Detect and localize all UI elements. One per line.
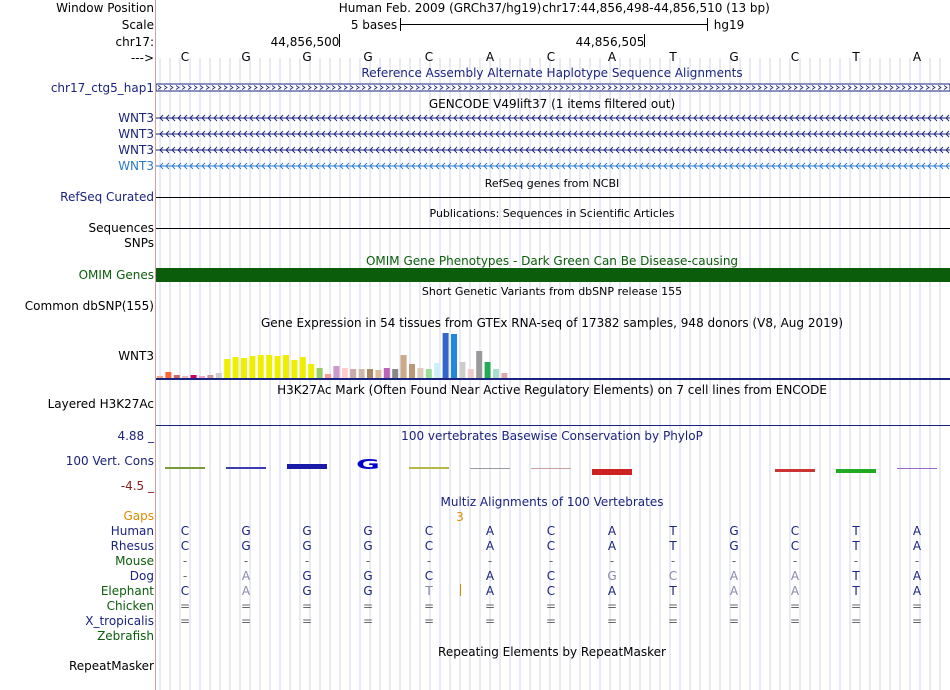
gaps-count: 3: [456, 510, 464, 524]
gtex-tissue-bar: [476, 351, 482, 378]
alignment-base: =: [423, 614, 435, 628]
alignment-base: G: [302, 524, 312, 538]
alignment-base: T: [852, 569, 860, 583]
multiz-track-title: Multiz Alignments of 100 Vertebrates: [440, 495, 664, 509]
alignment-base: C: [424, 569, 434, 583]
alignment-base: A: [912, 539, 922, 553]
h3k27ac-label[interactable]: Layered H3K27Ac: [47, 397, 154, 411]
alignment-base: =: [179, 599, 191, 613]
h3k27ac-baseline: [156, 425, 950, 426]
alignment-base: =: [240, 614, 252, 628]
snps-label[interactable]: SNPs: [124, 236, 154, 250]
alignment-base: -: [731, 554, 737, 568]
alignment-base: A: [729, 584, 739, 598]
alignment-species-label[interactable]: Elephant: [100, 584, 154, 598]
alignment-base: T: [425, 584, 433, 598]
alignment-base: =: [301, 599, 313, 613]
alignment-base: -: [670, 554, 676, 568]
alignment-base: T: [669, 584, 677, 598]
gencode-track-title: GENCODE V49lift37 (1 items filtered out): [428, 97, 676, 111]
alignment-base: C: [546, 524, 556, 538]
gtex-tissue-bar: [308, 364, 314, 378]
gencode-transcript-3-label[interactable]: WNT3: [118, 143, 154, 157]
position-readout[interactable]: chr17:44,856,498-44,856,510 (13 bp): [542, 1, 770, 15]
alignment-base: A: [485, 569, 495, 583]
alignment-base: -: [609, 554, 615, 568]
cons-max-label: 4.88 _: [117, 429, 154, 443]
cons-min-label: -4.5 _: [120, 479, 154, 493]
alignment-base: -: [243, 554, 249, 568]
alignment-base: =: [545, 614, 557, 628]
alignment-base: =: [667, 599, 679, 613]
gtex-tissue-bar: [233, 357, 239, 378]
reference-base: G: [302, 50, 312, 64]
gtex-tissue-bar: [384, 368, 390, 378]
refseq-intron-line[interactable]: [156, 197, 950, 198]
phylop-logo-mark: [836, 469, 876, 473]
phylop-logo-mark: [775, 469, 815, 472]
scale-bar-left-tick: [400, 18, 401, 31]
alignment-species-label[interactable]: Human: [110, 524, 154, 538]
alignment-base: G: [607, 569, 617, 583]
alignment-base: G: [241, 524, 251, 538]
alignment-base: G: [302, 584, 312, 598]
gtex-tissue-bar: [283, 355, 289, 378]
alignment-base: -: [182, 554, 188, 568]
alt-hap-track-title: Reference Assembly Alternate Haplotype Sequence Alignments: [361, 66, 743, 80]
gtex-tissue-bar: [275, 356, 281, 378]
omim-gene-feature[interactable]: [156, 268, 950, 282]
phylop-track-title: 100 vertebrates Basewise Conservation by PhyloP: [401, 429, 703, 443]
reference-base: G: [363, 50, 373, 64]
phylop-logo-letter: G: [356, 456, 380, 473]
alignment-base: =: [667, 614, 679, 628]
alignment-base: G: [363, 524, 373, 538]
reference-base: C: [546, 50, 556, 64]
strand-arrow-label: --->: [130, 51, 154, 65]
publications-line[interactable]: [156, 228, 950, 229]
scale-bar-right-tick: [707, 18, 708, 31]
alignment-base: A: [241, 569, 251, 583]
alignment-species-label[interactable]: Dog: [129, 569, 154, 583]
scale-label: Scale: [121, 18, 154, 32]
alignment-base: G: [302, 539, 312, 553]
alt-hap-feature[interactable]: [156, 83, 950, 93]
scale-bar: [400, 24, 707, 25]
gtex-tissue-bar: [417, 368, 423, 378]
reference-base: T: [669, 50, 677, 64]
alignment-base: A: [912, 569, 922, 583]
alignment-base: =: [911, 599, 923, 613]
alignment-base: =: [240, 599, 252, 613]
cons-label[interactable]: 100 Vert. Cons: [65, 454, 154, 468]
alignment-base: A: [729, 569, 739, 583]
ruler-tick-44856500: 44,856,500: [270, 35, 340, 49]
chevron-left-icon: [156, 147, 950, 153]
gtex-expression-bars[interactable]: [156, 330, 556, 378]
alignment-base: -: [853, 554, 859, 568]
alignment-base: A: [790, 584, 800, 598]
phylop-logo-mark: [592, 469, 632, 475]
gtex-tissue-bar: [359, 369, 365, 378]
alt-hap-label[interactable]: chr17_ctg5_hap1: [50, 81, 154, 95]
gtex-tissue-bar: [443, 333, 449, 378]
assembly-title: Human Feb. 2009 (GRCh37/hg19): [338, 1, 542, 15]
gtex-tissue-bar: [258, 355, 264, 378]
phylop-logo-mark: [897, 468, 937, 469]
alignment-base: =: [911, 614, 923, 628]
alignment-base: A: [607, 584, 617, 598]
alignment-base: -: [792, 554, 798, 568]
alignment-species-label[interactable]: Zebrafish: [97, 629, 154, 643]
alignment-base: G: [729, 524, 739, 538]
gtex-tissue-bar: [241, 358, 247, 378]
phylop-logo-mark: [470, 468, 510, 469]
alignment-base: -: [914, 554, 920, 568]
reference-base: C: [790, 50, 800, 64]
alignment-base: -: [182, 569, 188, 583]
alignment-base: C: [546, 584, 556, 598]
alignment-base: C: [790, 539, 800, 553]
gtex-tissue-bar: [249, 356, 255, 378]
gencode-transcript-2-label[interactable]: WNT3: [118, 127, 154, 141]
gtex-tissue-bar: [434, 363, 440, 378]
ruler-tick-mark-505: [644, 34, 645, 47]
reference-base: C: [180, 50, 190, 64]
gtex-tissue-bar: [291, 360, 297, 378]
chevron-left-icon: [156, 163, 950, 169]
alignment-base: G: [363, 569, 373, 583]
alignment-base: =: [545, 599, 557, 613]
alignment-base: =: [728, 614, 740, 628]
gtex-tissue-bar: [451, 334, 457, 378]
alignment-gap-marker: [460, 584, 461, 596]
alignment-base: =: [850, 599, 862, 613]
alignment-base: C: [790, 524, 800, 538]
alignment-base: G: [302, 569, 312, 583]
alignment-base: G: [363, 539, 373, 553]
gtex-tissue-bar: [401, 355, 407, 378]
gaps-label: Gaps: [123, 509, 154, 523]
alignment-base: A: [485, 584, 495, 598]
alignment-base: A: [607, 524, 617, 538]
alignment-base: C: [424, 539, 434, 553]
omim-track-title: OMIM Gene Phenotypes - Dark Green Can Be Disease-causing: [365, 254, 739, 268]
alignment-base: =: [728, 599, 740, 613]
dbsnp-label[interactable]: Common dbSNP(155): [24, 299, 154, 313]
alignment-base: =: [606, 599, 618, 613]
alignment-base: A: [607, 539, 617, 553]
alignment-base: T: [669, 524, 677, 538]
phylop-logo-mark: [409, 467, 449, 469]
gencode-transcript-1-label[interactable]: WNT3: [118, 111, 154, 125]
refseq-label[interactable]: RefSeq Curated: [60, 190, 154, 204]
alignment-base: A: [485, 539, 495, 553]
alignment-species-label[interactable]: Chicken: [106, 599, 154, 613]
alignment-base: C: [180, 524, 190, 538]
alignment-base: T: [852, 524, 860, 538]
alignment-base: C: [546, 569, 556, 583]
alignment-base: G: [241, 539, 251, 553]
alignment-base: =: [423, 599, 435, 613]
alignment-base: A: [790, 569, 800, 583]
alignment-base: =: [362, 614, 374, 628]
gencode-transcript-4-label[interactable]: WNT3: [118, 159, 154, 173]
repeatmasker-track-title: Repeating Elements by RepeatMasker: [438, 645, 666, 659]
gencode-transcripts[interactable]: [156, 111, 950, 175]
phylop-logo-mark: [531, 468, 571, 469]
alignment-base: G: [363, 584, 373, 598]
reference-base: A: [607, 50, 617, 64]
gtex-tissue-bar: [266, 355, 272, 378]
alignment-base: =: [606, 614, 618, 628]
alignment-base: =: [789, 599, 801, 613]
reference-base: G: [729, 50, 739, 64]
ruler-tick-44856505: 44,856,505: [575, 35, 645, 49]
reference-base: A: [485, 50, 495, 64]
gtex-tissue-bar: [375, 370, 381, 378]
alignment-base: -: [304, 554, 310, 568]
gtex-track-title: Gene Expression in 54 tissues from GTEx RNA-seq of 17382 samples, 948 donors (V8, Aug 2019): [260, 316, 844, 330]
gtex-tissue-bar: [459, 362, 465, 378]
chevron-left-icon: [156, 131, 950, 137]
scale-bar-label: 5 bases: [350, 18, 398, 32]
reference-base: A: [912, 50, 922, 64]
alignment-base: =: [789, 614, 801, 628]
alignment-species-label[interactable]: X_tropicalis: [85, 614, 154, 628]
alignment-base: T: [669, 539, 677, 553]
phylop-logo-mark: [226, 467, 266, 469]
gtex-tissue-bar: [485, 362, 491, 378]
alignment-species-label[interactable]: Mouse: [115, 554, 154, 568]
refseq-track-title: RefSeq genes from NCBI: [484, 177, 620, 190]
alignment-base: A: [485, 524, 495, 538]
db-label: hg19: [713, 18, 745, 32]
alignment-base: =: [301, 614, 313, 628]
alignment-species-label[interactable]: Rhesus: [110, 539, 154, 553]
gtex-tissue-bar: [493, 369, 499, 378]
gtex-tissue-bar: [333, 366, 339, 378]
gtex-tissue-bar: [426, 369, 432, 378]
alignment-base: A: [912, 584, 922, 598]
window-position-label: Window Position: [56, 1, 154, 15]
gtex-gene-label[interactable]: WNT3: [118, 349, 154, 363]
alignment-base: T: [852, 539, 860, 553]
alignment-base: C: [180, 584, 190, 598]
gtex-tissue-bar: [317, 368, 323, 378]
alignment-base: =: [484, 599, 496, 613]
gtex-baseline: [156, 378, 950, 380]
alignment-base: C: [546, 539, 556, 553]
gtex-tissue-bar: [350, 369, 356, 378]
alignment-base: C: [424, 524, 434, 538]
alignment-base: =: [362, 599, 374, 613]
alignment-base: -: [365, 554, 371, 568]
gtex-tissue-bar: [392, 369, 398, 378]
phylop-logo-mark: [287, 464, 327, 469]
gtex-tissue-bar: [342, 368, 348, 378]
gtex-tissue-bar: [224, 359, 230, 378]
omim-genes-label[interactable]: OMIM Genes: [78, 268, 154, 282]
alignment-base: G: [729, 539, 739, 553]
chrom-label: chr17:: [115, 35, 154, 49]
ruler-tick-mark-500: [339, 34, 340, 47]
dbsnp-track-title: Short Genetic Variants from dbSNP release 155: [421, 285, 683, 298]
alignment-base: =: [484, 614, 496, 628]
repeatmasker-label[interactable]: RepeatMasker: [68, 659, 154, 673]
h3k27ac-track-title: H3K27Ac Mark (Often Found Near Active Regulatory Elements) on 7 cell lines from ENCODE: [277, 383, 827, 397]
alignment-base: -: [426, 554, 432, 568]
alignment-base: C: [180, 539, 190, 553]
gtex-tissue-bar: [409, 364, 415, 378]
alignment-base: T: [852, 584, 860, 598]
phylop-logo[interactable]: [156, 448, 950, 488]
gtex-tissue-bar: [300, 357, 306, 378]
alignment-base: =: [850, 614, 862, 628]
reference-base: C: [424, 50, 434, 64]
reference-base: G: [241, 50, 251, 64]
publications-track-title: Publications: Sequences in Scientific Articles: [429, 207, 675, 220]
alignment-base: =: [179, 614, 191, 628]
chevron-right-icon: [158, 86, 947, 90]
sequences-label[interactable]: Sequences: [88, 221, 154, 235]
gtex-tissue-bar: [468, 369, 474, 378]
reference-base: T: [852, 50, 860, 64]
alignment-base: -: [548, 554, 554, 568]
alignment-base: C: [668, 569, 678, 583]
alignment-base: A: [241, 584, 251, 598]
alignment-base: -: [487, 554, 493, 568]
alignment-base: A: [912, 524, 922, 538]
phylop-logo-mark: [165, 467, 205, 469]
gtex-tissue-bar: [367, 369, 373, 378]
chevron-left-icon: [156, 115, 950, 121]
